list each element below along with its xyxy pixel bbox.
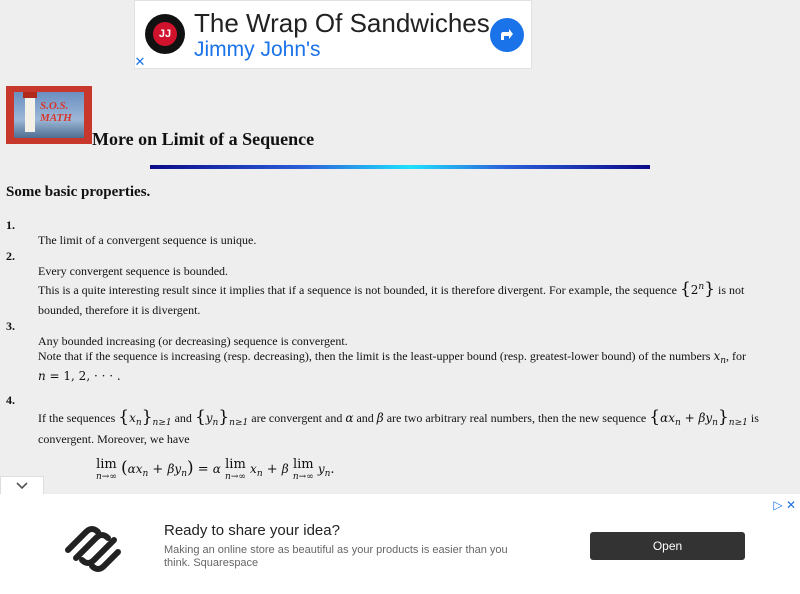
ad-brand[interactable]: Jimmy John's (194, 38, 321, 61)
property-4-line1: If the sequences $\{x_n\}_{n\ge 1}$ and $\{y_n\}_{n\ge 1}$ are convergent and α and β are two arbitrary real numbers, then the new sequence $\{\alpha x_n + \beta y_n\}_{n\ge 1}$ is (38, 407, 759, 428)
item-number-3: 3. (6, 319, 15, 333)
item-number-4: 4. (6, 393, 15, 407)
logo-label (40, 100, 72, 124)
property-2-line1: Every convergent sequence is bounded. (38, 264, 229, 278)
ad-body: Making an online store as beautiful as your products is easier than you think. Squarespace (164, 544, 508, 569)
gradient-divider (150, 165, 650, 169)
p4-text-b: and (174, 411, 192, 425)
p4-text-d: and (356, 411, 374, 425)
collapse-ad-button[interactable] (0, 476, 44, 494)
chevron-down-icon (15, 481, 29, 491)
directions-arrow-icon[interactable] (490, 18, 524, 52)
property-3-line2-tail: , for (726, 349, 747, 363)
logo-text: JJ (153, 22, 177, 46)
limit-formula: lim n→∞ $(\alpha x_n + \beta y_n) = \alpha$ lim n→∞ $x_n + \beta$ lim n→∞ $y_n$. (96, 457, 335, 482)
p4-text-e: are two arbitrary real numbers, then the new sequence (386, 411, 647, 425)
property-3-line2: Note that if the sequence is increasing (resp. decreasing), then the limit is the least-upper bound (resp. greatest-lower bound) of the numbers $x_n$, for (38, 349, 747, 366)
property-2-line2-text: This is a quite interesting result since it implies that if a sequence is not bounded, it is therefore divergent. For example, the sequence (38, 283, 677, 297)
item-number-2: 2. (6, 249, 15, 263)
item-number-1: 1. (6, 218, 15, 232)
property-2-line2-tail: is not (718, 283, 745, 297)
property-3-line2-text: Note that if the sequence is increasing (resp. decreasing), then the limit is the least-upper bound (resp. greatest-lower bound) of the numbers (38, 349, 711, 363)
open-button[interactable]: Open (590, 532, 745, 560)
property-1-text: The limit of a convergent sequence is unique. (38, 233, 257, 247)
ad-headline[interactable]: The Wrap Of Sandwiches (194, 8, 490, 38)
ad-title[interactable]: Ready to share your idea? (164, 522, 340, 539)
math-xn: x (713, 349, 721, 363)
property-2-line2: This is a quite interesting result since it implies that if a sequence is not bounded, it is therefore divergent. For example, the sequence {2$^n$} is not (38, 279, 745, 299)
logo-line2: MATH (40, 112, 72, 124)
property-2-line3: bounded, therefore it is divergent. (38, 303, 201, 317)
property-3-line1: Any bounded increasing (or decreasing) sequence is convergent. (38, 334, 348, 348)
math-n-values: n = 1, 2, · · · . (38, 369, 121, 383)
page-title: More on Limit of a Sequence (92, 129, 315, 149)
site-logo[interactable] (6, 86, 92, 144)
p4-text-a: If the sequences (38, 411, 116, 425)
ad-close-icon[interactable]: ✕ (134, 54, 146, 69)
section-heading: Some basic properties. (6, 184, 151, 200)
squarespace-logo-icon (62, 520, 124, 572)
property-4-line2: convergent. Moreover, we have (38, 432, 190, 446)
math-sequence-2n: { (679, 279, 691, 299)
lighthouse-icon (25, 98, 35, 132)
p4-text-f: is (750, 411, 759, 425)
jimmy-johns-logo (145, 14, 185, 54)
top-advertisement[interactable] (134, 0, 532, 69)
logo-line1: S.O.S. (40, 100, 69, 112)
adchoices-icon[interactable]: ▷ ✕ (773, 498, 796, 512)
p4-text-c: are convergent and (251, 411, 343, 425)
